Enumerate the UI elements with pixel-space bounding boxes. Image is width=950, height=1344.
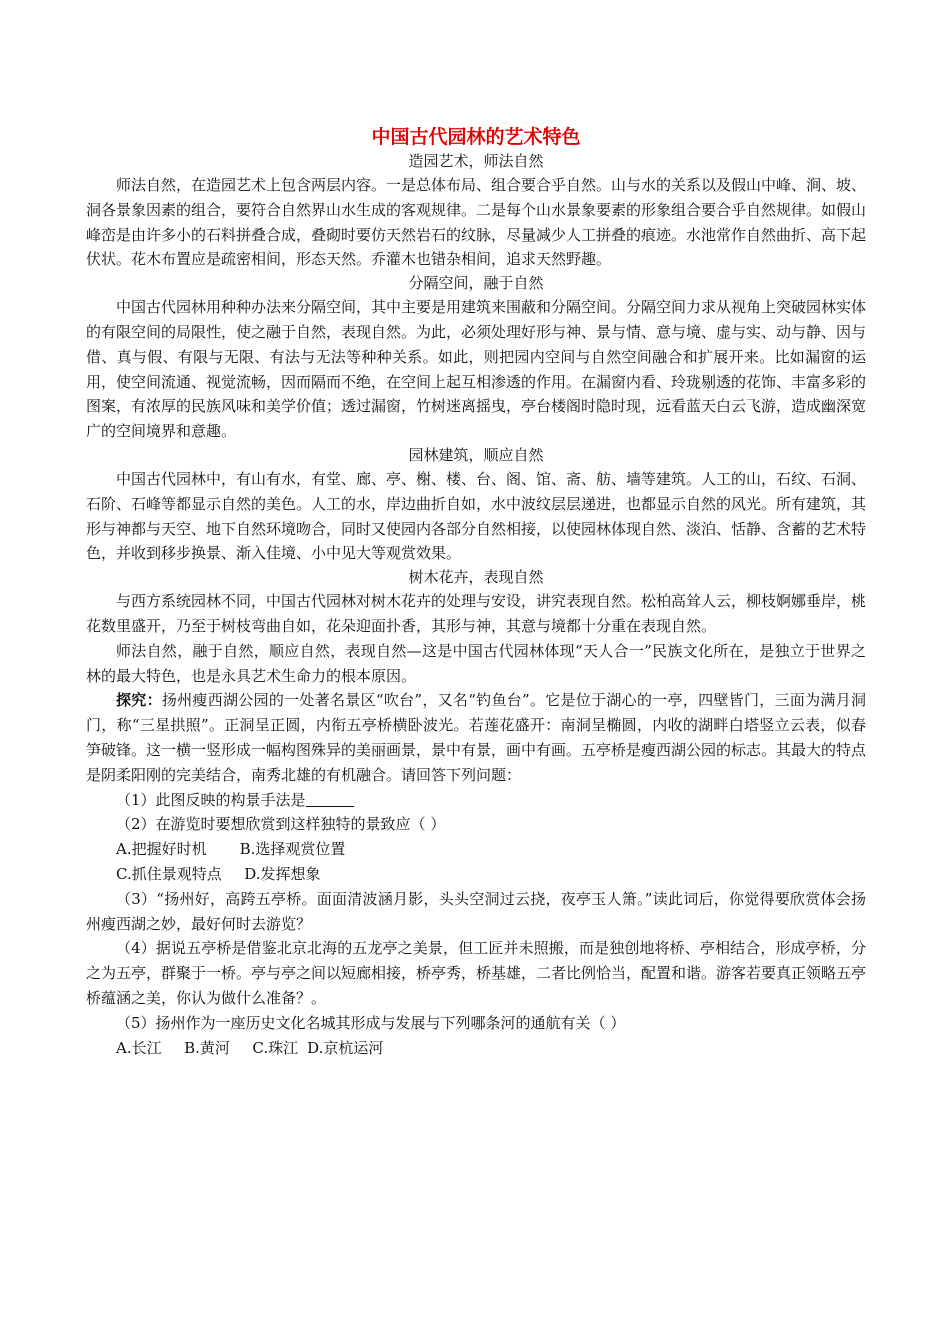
option-b: B.选择观赏位置 [239,840,346,859]
section-heading-1: 造园艺术，师法自然 [408,152,544,170]
question-2: （2）在游览时要想欣赏到这样独特的景致应（ ） [116,815,446,834]
option-d: D.发挥想象 [244,864,321,883]
option-a: A.把握好时机 [116,840,207,859]
question-2-options-row-1 [86,837,866,862]
question-5: （5）扬州作为一座历史文化名城其形成与发展与下列哪条河的通航有关（ ） [116,1013,626,1032]
answer-blank [306,791,354,807]
question-1-text: （1）此图反映的构景手法是 [116,790,306,809]
option-b: B.黄河 [184,1038,230,1057]
section-paragraph-1: 师法自然，在造园艺术上包含两层内容。一是总体布局、组合要合乎自然。山与水的关系以及假山中峰、涧、坡、洞各景象因素的组合，要符合自然界山水生成的客观规律。二是每个山水景象要素的形象组合要合乎自然规律。如假山峰峦是由许多小的石料拼叠合成，叠砌时要仿天然岩石的纹脉，尽量减少人工拼叠的痕迹。水池常作自然曲折、高下起伏状。花木布置应是疏密相间，形态天然。乔灌木也错杂相间，追求天然野趣。 [86,176,867,269]
option-d: D.京杭运河 [307,1038,384,1057]
exercise-label: 探究： [116,691,162,710]
exercise-intro [86,688,866,787]
section-paragraph-2: 中国古代园林用种种办法来分隔空间，其中主要是用建筑来围蔽和分隔空间。分隔空间力求从视角上突破园林实体的有限空间的局限性，使之融于自然，表现自然。为此，必须处理好形与神、景与情、意与境、虚与实、动与静、因与借、真与假、有限与无限、有法与无法等种种关系。如此，则把园内空间与自然空间融合和扩展开来。比如漏窗的运用，使空间流通、视觉流畅，因而隔而不绝，在空间上起互相渗透的作用。在漏窗内看、玲珑剔透的花饰、丰富多彩的图案，有浓厚的民族风味和美学价值；透过漏窗，竹树迷离摇曳，亭台楼阁时隐时现，远看蓝天白云飞游，造成幽深宽广的空间境界和意趣。 [86,298,867,441]
question-4: （4）据说五亭桥是借鉴北京北海的五龙亭之美景，但工匠并未照搬，而是独创地将桥、亭相结合，形成亭桥，分之为五亭，群聚于一桥。亭与亭之间以短廊相接，桥亭秀，桥基雄，二者比例恰当，配置和谐。游客若要真正领略五亭桥蕴涵之美，你认为做什么准备？。 [86,939,867,1007]
option-c: C.抓住景观特点 [116,864,222,883]
section-heading-3: 园林建筑，顺应自然 [408,445,544,464]
section-paragraph-3: 中国古代园林中，有山有水，有堂、廊、亭、榭、楼、台、阁、馆、斋、舫、墙等建筑。人工的山，石纹、石洞、石阶、石峰等都显示自然的美色。人工的水，岸边曲折自如，水中波纹层层递进，也都显示自然的风光。所有建筑，其形与神都与天空、地下自然环境吻合，同时又使园内各部分自然相接，以使园林体现自然、淡泊、恬静、含蓄的艺术特色，并收到移步换景、渐入佳境、小中见大等观赏效果。 [86,469,867,563]
section-heading-2: 分隔空间，融于自然 [408,274,544,293]
question-5-options [86,1036,866,1061]
question-2-options-row-2 [86,862,866,887]
conclusion-paragraph: 师法自然，融于自然，顺应自然，表现自然—这是中国古代园林体现“天人合一”民族文化所在，是独立于世界之林的最大特色，也是永具艺术生命力的根本原因。 [86,641,866,685]
option-a: A.长江 [116,1038,162,1057]
document-page [86,124,866,1060]
section-paragraph-4: 与西方系统园林不同，中国古代园林对树木花卉的处理与安设，讲究表现自然。松柏高耸人云，柳枝婀娜垂岸，桃花数里盛开，乃至于树枝弯曲自如，花朵迎面扑香，其形与神，其意与境都十分重在表现自然。 [86,592,867,635]
question-1 [86,788,866,813]
document-title: 中国古代园林的艺术特色 [371,126,581,148]
section-heading-4: 树木花卉，表现自然 [408,568,544,587]
exercise-intro-text: 扬州瘦西湖公园的一处著名景区“吹台”，又名“钓鱼台”。它是位于湖心的一亭，四壁皆门，三面为满月洞门，称“三星拱照”。正洞呈正圆，内衔五亭桥横卧波光。若莲花盛开：南洞呈椭圆，内收的湖畔白塔竖立云表，似春笋破锋。这一横一竖形成一幅构图殊异的美丽画景，景中有景，画中有画。五亭桥是瘦西湖公园的标志。其最大的特点是阴柔阳刚的完美结合，南秀北雄的有机融合。请回答下列问题： [86,691,867,784]
question-3: （3）“扬州好，高跨五亭桥。面面清波涵月影，头头空洞过云挠，夜亭玉人箫。”读此词后，你觉得要欣赏体会扬州瘦西湖之妙，最好何时去游览？ [86,889,866,933]
option-c: C.珠江 [252,1038,299,1057]
